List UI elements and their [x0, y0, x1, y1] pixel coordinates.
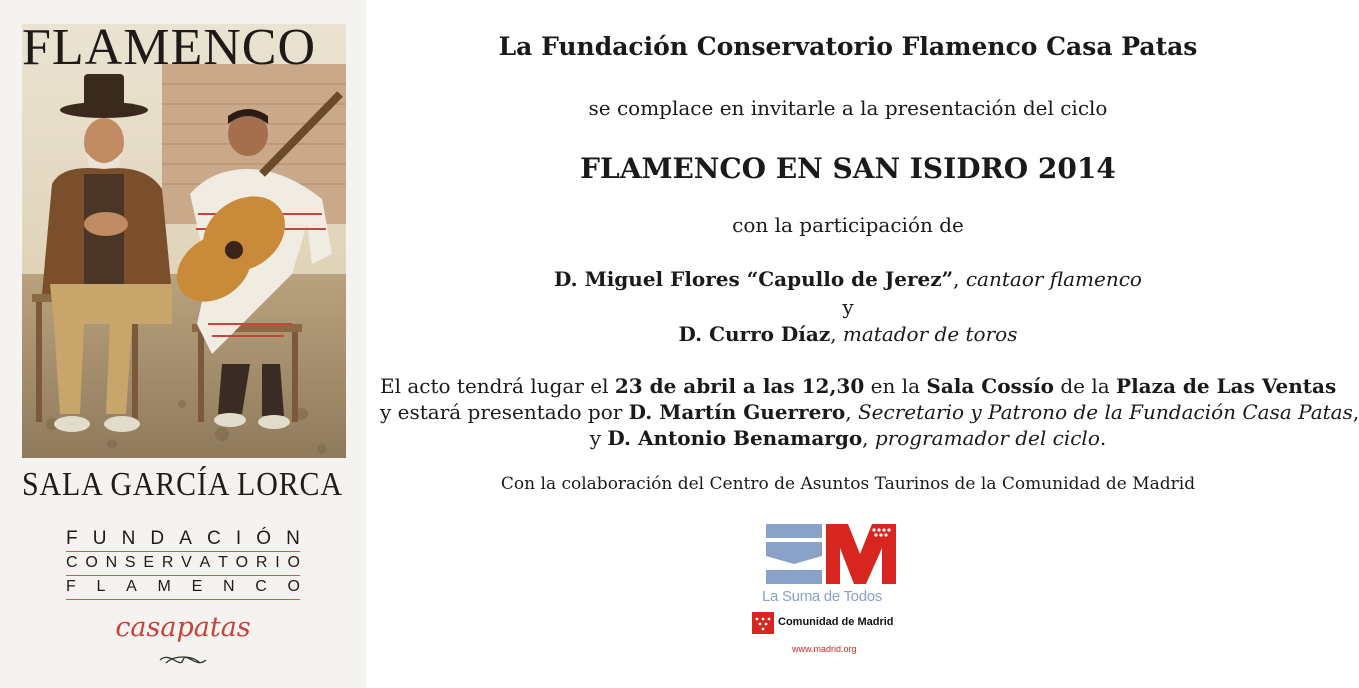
sala-garcia-lorca: SALA GARCÍA LORCA — [22, 466, 343, 503]
flamenco-photo — [22, 24, 346, 458]
fundacion-line-1: F U N D A C I Ó N — [66, 528, 300, 552]
flourish-icon — [156, 651, 210, 669]
intro-line: se complace en invitarle a la presentación del ciclo — [588, 96, 1108, 120]
and-line: y — [842, 295, 854, 319]
logo-tagline: La Suma de Todos — [762, 588, 883, 605]
poster-title: FLAMENCO — [22, 19, 317, 76]
presenter-line: y estará presentado por D. Martín Guerrero, Secretario y Patrono de la Fundación Casa Patas, — [380, 400, 1359, 424]
fundacion-logo — [66, 528, 300, 600]
madrid-flag-icon — [752, 612, 774, 634]
poster-panel — [0, 0, 366, 688]
event-details-line: El acto tendrá lugar el 23 de abril a las 12,30 en la Sala Cossío de la Plaza de Las Ventas — [380, 374, 1337, 398]
fundacion-line-2: C O N S E R V A T O R I O — [66, 552, 300, 576]
participation-line: con la participación de — [732, 213, 964, 237]
comunidad-madrid-logo — [748, 520, 918, 660]
logo-url[interactable]: www.madrid.org — [792, 644, 857, 654]
fundacion-line-3: F L A M E N C O — [66, 576, 300, 600]
guest-2: D. Curro Díaz, matador de toros — [678, 322, 1018, 346]
madrid-m-icon — [748, 520, 918, 590]
guest-1: D. Miguel Flores “Capullo de Jerez”, cantaor flamenco — [554, 267, 1142, 291]
collaboration-line: Con la colaboración del Centro de Asuntos Taurinos de la Comunidad de Madrid — [500, 474, 1196, 494]
casapatas-wordmark: casapatas — [115, 612, 251, 643]
organization-heading: La Fundación Conservatorio Flamenco Casa Patas — [498, 32, 1198, 61]
logo-name: Comunidad de Madrid — [778, 616, 894, 628]
cycle-title: FLAMENCO EN SAN ISIDRO 2014 — [580, 152, 1116, 185]
programmer-line: y D. Antonio Benamargo, programador del ciclo. — [589, 426, 1107, 450]
